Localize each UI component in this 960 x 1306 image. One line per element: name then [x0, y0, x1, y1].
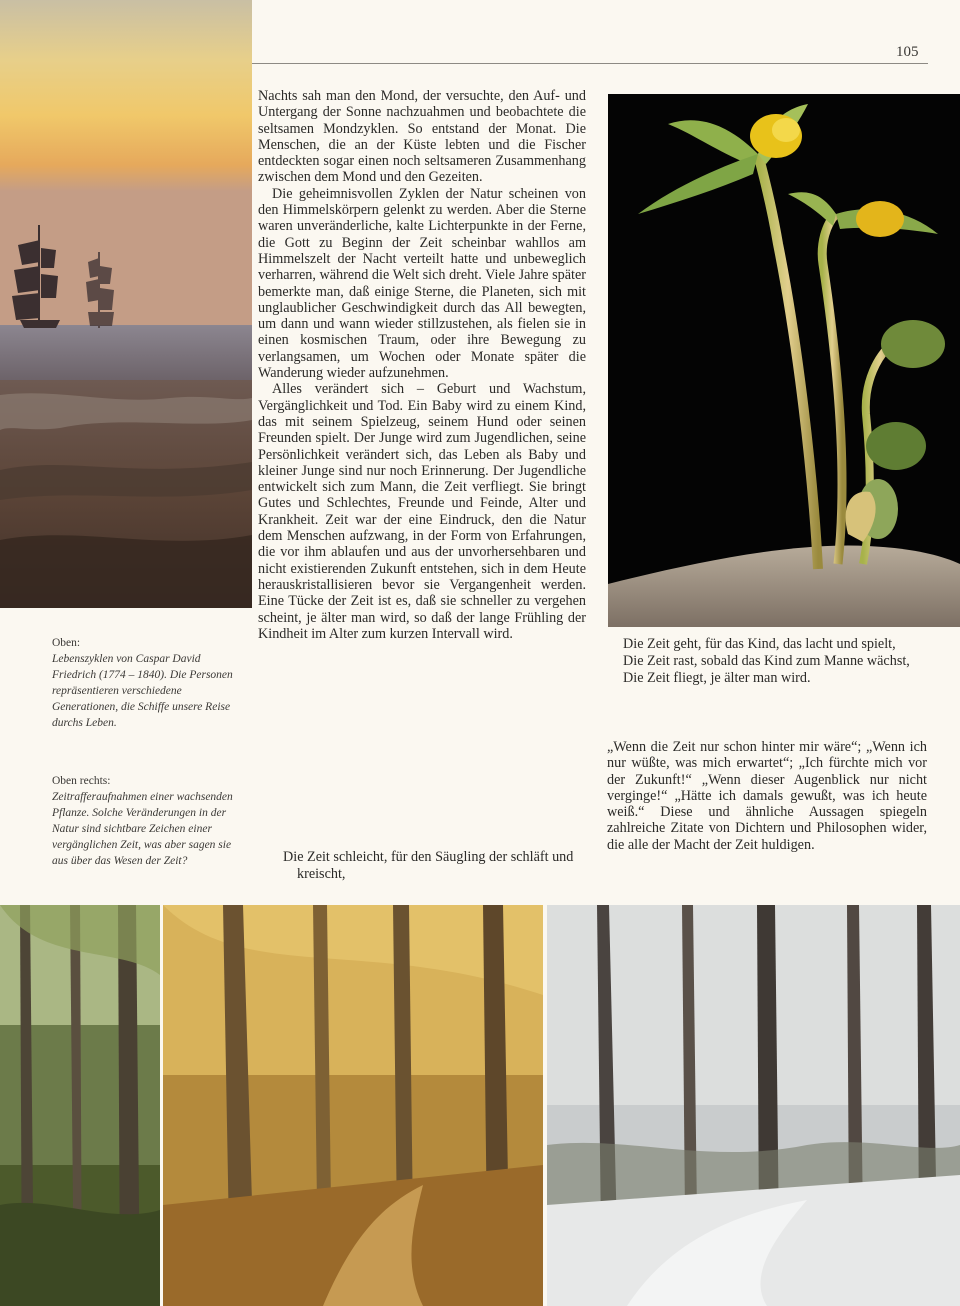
verse-line: Die Zeit schleicht, für den Säugling der schläft und kreischt, — [283, 849, 574, 882]
caption-right — [52, 773, 247, 869]
quote-paragraph — [607, 739, 927, 853]
caption-right-text: Zeitrafferaufnahmen einer wachsenden Pflanze. Solche Veränderungen in der Natur sind sichtbare Zeichen einer vergänglichen Zeit, was aber sagen sie aus über das Wesen der Zeit? — [52, 791, 233, 867]
verse-left — [283, 849, 583, 883]
caption-right-label: Oben rechts: — [52, 775, 111, 787]
verse-line: Die Zeit fliegt, je älter man wird. — [623, 670, 811, 686]
paragraph-stars: Die geheimnisvollen Zyklen der Natur scheinen von den Himmelskörpern gelenkt zu werden. Aber die Sterne waren unveränderliche, kalte Lichterpunkte in der Ferne, die Gott zu Beginn der Zeit scheinbar wahllos am Himmelszelt der Nacht verteilt hatte und unbeweglich verharren, während die Welt sich dreht. Viele Jahre später bemerkte man, daß einige Sterne, die Planeten, sich mit unglaublicher Geschwindigkeit durch das All bewegten, um dann und wann wieder stillzustehen, als fielen sie in einen kosmischen Traum, oder ihre Bewegung zu verlangsamen, um Wochen oder Monate später die Wanderung wieder aufzunehmen. — [258, 185, 586, 382]
caption-top-label: Oben: — [52, 637, 81, 649]
painting-image — [0, 0, 252, 608]
paragraph-change: Alles verändert sich – Geburt und Wachstum, Vergänglichkeit und Tod. Ein Baby wird zu einem Kind, das mit seinem Spielzeug, seinem Hund oder seinen Freunden spielt. Der Junge wird zum Jugendlichen, seine Persönlichkeit verändert sich, das Leben als Baby und kleiner Junge sind nur noch Erinnerung. Der Jugendliche entwickelt sich zum Mann, die Zeit verfliegt. Sie bringt Gutes und Schlechtes, Freunde und Feinde, Alter und Krankheit. Zeit war der eine Eindruck, den die Natur dem Menschen aufzwang, in der Form von Erfahrungen, die vor ihm ablaufen und aus der unvorhersehbaren und nicht existierenden Zukunft entstehen, sich in dem Heute herauskristallisieren bevor sie Vergangenheit werden. Eine Tücke der Zeit ist es, daß sie schneller zu vergehen scheint, je älter man wird, so daß der lange Frühling der Kindheit im Alter zum kurzen Intervall wird. — [258, 381, 586, 642]
plant-photo — [608, 94, 960, 627]
forest-photo-summer — [0, 905, 160, 1306]
header-rule — [252, 63, 928, 64]
main-text-column — [258, 88, 586, 642]
caption-top-text: Lebenszyklen von Caspar David Friedrich (1774 – 1840). Die Personen repräsentieren verschiedene Generationen, die Schiffe unsere Reise durchs Leben. — [52, 653, 233, 729]
verse-right — [623, 636, 933, 687]
page-number: 105 — [896, 44, 919, 60]
paragraph-moon: Nachts sah man den Mond, der versuchte, den Auf- und Untergang der Sonne nachzuahmen und beobachtete die seltsamen Mondzyklen. So entstand der Monat. Die Menschen, die an der Küste lebten und die Fischer entdeckten sogar einen noch seltsameren Zusammenhang zwischen dem Mond und den Gezeiten. — [258, 88, 586, 186]
quote-paragraph-text: „Wenn die Zeit nur schon hinter mir wäre“; „Wenn ich nur wüßte, was mich erwartet“; „Ich fürchte mich vor der Zukunft!“ „Wenn dieser Augenblick nur nicht verginge!“ „Hätte ich damals gewußt, was ich heute weiß.“ Diese und ähnliche Aussagen spiegeln zahlreiche Zitate von Dichtern und Philosophen wider, die alle der Macht der Zeit huldigen. — [607, 739, 927, 853]
caption-top — [52, 635, 247, 731]
forest-photo-winter — [547, 905, 960, 1306]
forest-photo-autumn — [163, 905, 543, 1306]
verse-line: Die Zeit rast, sobald das Kind zum Manne wächst, — [623, 653, 910, 669]
verse-line: Die Zeit geht, für das Kind, das lacht und spielt, — [623, 636, 896, 652]
